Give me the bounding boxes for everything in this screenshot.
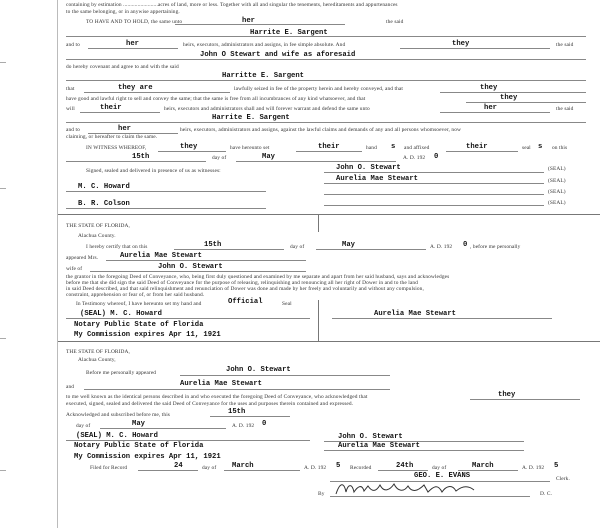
text-ack-body: to me well known as the identical persons described in and who executed the foregoing Deed of Conveyance, who acknowledged that bbox=[66, 394, 368, 400]
blank-line bbox=[296, 151, 362, 152]
margin-tick bbox=[0, 470, 6, 471]
text-state: THE STATE OF FLORIDA, bbox=[66, 223, 130, 229]
text-filed: Filed for Record bbox=[90, 465, 128, 471]
section-divider bbox=[318, 300, 319, 341]
signature-line bbox=[66, 440, 310, 441]
text-before-me: Before me personally appeared bbox=[86, 370, 157, 376]
typed-grantee-name: Harrite E. Sargent bbox=[212, 114, 290, 122]
typed-heirs-pronoun: her bbox=[126, 40, 139, 48]
typed-they: they bbox=[452, 40, 470, 48]
margin-tick bbox=[0, 188, 6, 189]
text-day-of: day of bbox=[290, 244, 305, 250]
section-divider bbox=[58, 214, 600, 215]
typed-husband: John O. Stewart bbox=[158, 263, 223, 271]
blank-line bbox=[66, 36, 586, 37]
text-and: and bbox=[66, 384, 75, 390]
text-ad: A. D. 192 bbox=[304, 465, 327, 471]
typed-her: her bbox=[118, 125, 131, 133]
typed-signer2: Aurelia Mae Stewart bbox=[336, 175, 418, 183]
typed-year: 0 bbox=[463, 241, 468, 249]
typed-they: they bbox=[500, 94, 518, 102]
typed-day: 15th bbox=[132, 153, 150, 161]
text-seal-label: (SEAL) bbox=[548, 189, 566, 195]
text-warrant: heirs, executors and administrators shall and will forever warrant and defend the same unto bbox=[164, 106, 370, 112]
blank-line bbox=[88, 48, 178, 49]
blank-line bbox=[224, 470, 300, 471]
blank-line bbox=[446, 151, 518, 152]
signature-line bbox=[66, 318, 310, 319]
typed-filed-day: 24 bbox=[174, 462, 183, 470]
typed-month: May bbox=[132, 420, 145, 428]
text-subscribed: Acknowledged and subscribed before me, this bbox=[66, 412, 170, 418]
blank-line bbox=[400, 48, 550, 49]
typed-grantors: John O Stewart and wife as aforesaid bbox=[200, 51, 356, 59]
left-margin-rule bbox=[57, 0, 58, 528]
typed-grantee-name: Harritte E. Sargent bbox=[222, 72, 304, 80]
typed-month: May bbox=[262, 153, 275, 161]
typed-clerk-name: GEO. E. EVANS bbox=[414, 472, 471, 480]
text-county: Alachua County, bbox=[78, 357, 116, 363]
blank-line bbox=[466, 102, 586, 103]
blank-line bbox=[66, 59, 586, 60]
text-seal-label: (SEAL) bbox=[548, 178, 566, 184]
typed-their: their bbox=[318, 143, 340, 151]
blank-line bbox=[470, 399, 580, 400]
typed-year: 0 bbox=[434, 153, 439, 161]
blank-line bbox=[210, 416, 290, 417]
text-day-of: day of bbox=[432, 465, 447, 471]
deputy-clerk-signature bbox=[334, 480, 494, 501]
text-seal-label: (SEAL) bbox=[548, 166, 566, 172]
text-ack-body: before me that she did sign the said Deed of Conveyance for the purpose of releasing, relinquishing and renouncing all her right of Dower in and to the land bbox=[66, 280, 418, 286]
typed-commission: My Commission expires Apr 11, 1921 bbox=[74, 331, 221, 339]
typed-day: 15th bbox=[204, 241, 222, 249]
blank-line bbox=[236, 161, 396, 162]
blank-line bbox=[174, 249, 284, 250]
blank-line bbox=[458, 470, 518, 471]
signature-line bbox=[324, 205, 544, 206]
typed-grantee-name: Harrite E. Sargent bbox=[250, 29, 328, 37]
typed-witness1: M. C. Howard bbox=[78, 183, 130, 191]
typed-year: 0 bbox=[262, 420, 267, 428]
typed-recorded-year: 5 bbox=[554, 462, 559, 470]
text-day-of: day of bbox=[202, 465, 217, 471]
blank-line bbox=[180, 375, 390, 376]
text-ack-body: executed, signed, sealed and delivered the said Deed of Conveyance for the uses and purposes therein contained and expressed. bbox=[66, 401, 354, 407]
blank-line bbox=[106, 260, 306, 261]
text-day-of: day of bbox=[212, 155, 227, 161]
signature-line bbox=[324, 450, 524, 451]
text-ad: A. D. 192 bbox=[430, 244, 453, 250]
text-heirs: heirs, executors, administrators and assigns, in fee simple absolute. And bbox=[183, 42, 346, 48]
text-state: THE STATE OF FLORIDA, bbox=[66, 349, 130, 355]
typed-day: 15th bbox=[228, 408, 246, 416]
text-the-said: the said bbox=[556, 42, 574, 48]
blank-line bbox=[80, 112, 160, 113]
blank-line bbox=[84, 92, 230, 93]
text-witness: IN WITNESS WHEREOF, bbox=[86, 145, 147, 151]
typed-name2: Aurelia Mae Stewart bbox=[180, 380, 262, 388]
text-ack-body: constraint, apprehension or fear of, or from her said husband. bbox=[66, 292, 205, 298]
text-top-line: to the same belonging, or in anywise appertaining. bbox=[66, 9, 180, 15]
text-covenant: do hereby covenant and agree to and with the said bbox=[66, 64, 179, 70]
typed-month: May bbox=[342, 241, 355, 249]
text-on-this: on this bbox=[552, 145, 568, 151]
typed-they: they bbox=[180, 143, 198, 151]
typed-their: their bbox=[100, 104, 122, 112]
typed-filed-year: 5 bbox=[336, 462, 341, 470]
signature-line bbox=[324, 194, 544, 195]
text-dc: D. C. bbox=[540, 491, 553, 497]
typed-plural: s bbox=[391, 143, 396, 151]
typed-grantee-pronoun: her bbox=[242, 17, 255, 25]
text-ack-body: the grantor in the foregoing Deed of Conveyance, who, being first duly questioned and examined by me separate and apart from her said husband, says and acknowledges bbox=[66, 274, 450, 280]
text-and-to: and to bbox=[66, 42, 80, 48]
typed-commission: My Commission expires Apr 11, 1921 bbox=[74, 453, 221, 461]
text-the-said: the said bbox=[556, 106, 574, 112]
blank-line bbox=[175, 24, 345, 25]
text-habendum: TO HAVE AND TO HOLD, the same unto bbox=[86, 19, 183, 25]
typed-their: their bbox=[466, 143, 488, 151]
signature-line bbox=[324, 183, 544, 184]
text-certify: I hereby certify that on this bbox=[86, 244, 148, 250]
text-testimony: In Testimony whereof, I have hereunto set my hand and bbox=[76, 301, 202, 307]
text-before-me: , before me personally bbox=[470, 244, 521, 250]
text-wife-of: wife of bbox=[66, 266, 83, 272]
blank-line bbox=[440, 92, 586, 93]
typed-official: Official bbox=[228, 298, 263, 306]
typed-notary: Notary Public State of Florida bbox=[74, 442, 204, 450]
text-ad: A. D. 192 bbox=[232, 423, 255, 429]
text-day-of: day of bbox=[76, 423, 91, 429]
text-recorded: Recorded bbox=[350, 465, 372, 471]
typed-signer1: John O. Stewart bbox=[336, 164, 401, 172]
text-affixed: and affixed bbox=[404, 145, 430, 151]
text-claims: heirs, executors, administrators and assigns, against the lawful claims and demands of any and all persons whomsoever, now bbox=[180, 127, 462, 133]
typed-they: they bbox=[498, 391, 516, 399]
typed-recorded-month: March bbox=[472, 462, 494, 470]
text-have-set: have hereunto set bbox=[230, 145, 270, 151]
blank-line bbox=[66, 80, 586, 81]
typed-notary-seal: (SEAL) M. C. Howard bbox=[80, 310, 162, 318]
typed-witness2: B. R. Colson bbox=[78, 200, 130, 208]
typed-notary: Notary Public State of Florida bbox=[74, 321, 204, 329]
signature-line bbox=[66, 208, 266, 209]
text-that: that bbox=[66, 86, 75, 92]
signature-line bbox=[332, 318, 552, 319]
blank-line bbox=[100, 428, 226, 429]
text-county: Alachua County. bbox=[78, 233, 116, 239]
blank-line bbox=[66, 122, 586, 123]
text-the-said: the said bbox=[386, 19, 404, 25]
blank-line bbox=[84, 389, 390, 390]
typed-filed-month: March bbox=[232, 462, 254, 470]
typed-name1: John O. Stewart bbox=[226, 366, 291, 374]
typed-notary-seal: (SEAL) M. C. Howard bbox=[76, 432, 158, 440]
blank-line bbox=[90, 271, 306, 272]
text-seal-label: (SEAL) bbox=[548, 200, 566, 206]
blank-line bbox=[158, 151, 226, 152]
text-and-to: and to bbox=[66, 127, 80, 133]
typed-wife-name: Aurelia Mae Stewart bbox=[120, 252, 202, 260]
signature-line bbox=[330, 496, 530, 497]
typed-signer2: Aurelia Mae Stewart bbox=[338, 442, 420, 450]
typed-plural: s bbox=[538, 143, 543, 151]
blank-line bbox=[316, 249, 426, 250]
text-hand: hand bbox=[366, 145, 377, 151]
margin-tick bbox=[0, 338, 6, 339]
text-ack-body: in said Deed described, and that said relinquishment and renunciation of Dower was done and made by her freely and voluntarily and without any compulsion, bbox=[66, 286, 424, 292]
text-claims: claiming, or hereafter to claim the same. bbox=[66, 134, 158, 140]
blank-line bbox=[138, 470, 198, 471]
blank-line bbox=[66, 161, 206, 162]
section-divider bbox=[58, 341, 600, 342]
section-divider bbox=[318, 214, 319, 232]
blank-line bbox=[440, 112, 550, 113]
typed-right-signature: Aurelia Mae Stewart bbox=[374, 310, 456, 318]
text-seal: seal bbox=[522, 145, 531, 151]
text-appeared: appeared Mrs. bbox=[66, 255, 99, 261]
text-clerk: Clerk. bbox=[556, 476, 570, 482]
blank-line bbox=[378, 470, 428, 471]
signature-line bbox=[66, 191, 266, 192]
text-will: will bbox=[66, 106, 75, 112]
text-ad: A. D. 192 bbox=[522, 465, 545, 471]
text-seized: lawfully seized in fee of the property herein and hereby conveyed, and that bbox=[234, 86, 404, 92]
text-ad: A. D. 192 bbox=[403, 155, 426, 161]
text-top-line: containing by estimation ........................acres of land, more or less. Together with all and singular the tenements, hereditaments and appurtenances bbox=[66, 2, 398, 8]
typed-they: they bbox=[480, 84, 498, 92]
text-by: By bbox=[318, 491, 325, 497]
text-seal-word: Seal bbox=[282, 301, 292, 307]
typed-recorded-day: 24th bbox=[396, 462, 414, 470]
text-have-good: have good and lawful right to sell and convey the same; that the same is free from all incumbrances of any kind whatsoever, and that bbox=[66, 96, 366, 102]
signature-line bbox=[324, 172, 544, 173]
typed-they-are: they are bbox=[118, 84, 153, 92]
typed-signer1: John O. Stewart bbox=[338, 433, 403, 441]
typed-her: her bbox=[484, 104, 497, 112]
text-signed-label: Signed, sealed and delivered in presence of us as witnesses: bbox=[86, 168, 221, 174]
margin-tick bbox=[0, 62, 6, 63]
